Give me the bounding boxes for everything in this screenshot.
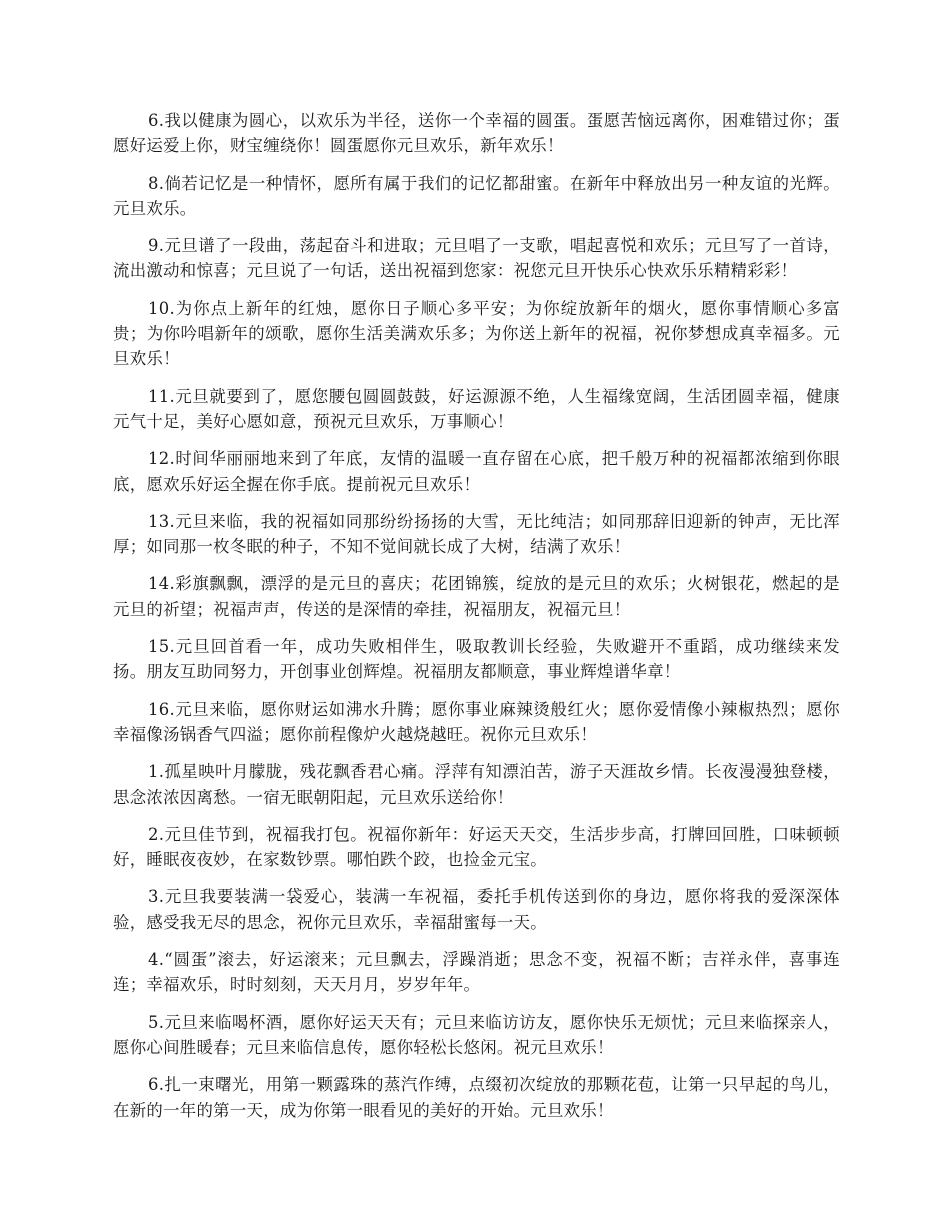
paragraph: 12.时间华丽丽地来到了年底，友情的温暖一直存留在心底，把千般万种的祝福都浓缩到你眼底，愿欢乐好运全握在你手底。提前祝元旦欢乐！ [113,449,840,494]
paragraph: 16.元旦来临，愿你财运如沸水升腾；愿你事业麻辣烫般红火；愿你爱情像小辣椒热烈；愿你幸福像汤锅香气四溢；愿你前程像炉火越烧越旺。祝你元旦欢乐！ [113,699,840,744]
paragraph: 13.元旦来临，我的祝福如同那纷纷扬扬的大雪，无比纯洁；如同那辞旧迎新的钟声，无比浑厚；如同那一枚冬眠的种子，不知不觉间就长成了大树，结满了欢乐！ [113,511,840,557]
document-body [113,108,840,1135]
paragraph: 1.孤星映叶月朦胧，残花飘香君心痛。浮萍有知漂泊苦，游子天涯故乡情。长夜漫漫独登楼，思念浓浓因离愁。一宿无眠朝阳起，元旦欢乐送给你！ [113,762,840,807]
paragraph: 14.彩旗飘飘，漂浮的是元旦的喜庆；花团锦簇，绽放的是元旦的欢乐；火树银花，燃起的是元旦的祈望；祝福声声，传送的是深情的牵挂，祝福朋友，祝福元旦！ [113,574,840,619]
paragraph: 8.倘若记忆是一种情怀，愿所有属于我们的记忆都甜蜜。在新年中释放出另一种友谊的光辉。元旦欢乐。 [113,173,840,218]
paragraph: 9.元旦谱了一段曲，荡起奋斗和进取；元旦唱了一支歌，唱起喜悦和欢乐；元旦写了一首诗，流出激动和惊喜；元旦说了一句话，送出祝福到您家：祝您元旦开快乐心快欢乐乐精精彩彩！ [113,236,840,281]
paragraph: 11.元旦就要到了，愿您腰包圆圆鼓鼓，好运源源不绝，人生福缘宽阔，生活团圆幸福，健康元气十足，美好心愿如意，预祝元旦欢乐，万事顺心！ [113,386,840,431]
paragraph: 15.元旦回首看一年，成功失败相伴生，吸取教训长经验，失败避开不重蹈，成功继续来发扬。朋友互助同努力，开创事业创辉煌。祝福朋友都顺意，事业辉煌谱华章！ [113,637,840,682]
paragraph: 2.元旦佳节到，祝福我打包。祝福你新年：好运天天交，生活步步高，打牌回回胜，口味顿顿好，睡眠夜夜妙，在家数钞票。哪怕跌个跤，也捡金元宝。 [113,824,840,870]
paragraph: 5.元旦来临喝杯酒，愿你好运天天有；元旦来临访访友，愿你快乐无烦忧；元旦来临探亲人，愿你心间胜暖春；元旦来临信息传，愿你轻松长悠闲。祝元旦欢乐！ [113,1012,840,1057]
paragraph: 6.我以健康为圆心，以欢乐为半径，送你一个幸福的圆蛋。蛋愿苦恼远离你，困难错过你；蛋愿好运爱上你，财宝缠绕你！圆蛋愿你元旦欢乐，新年欢乐！ [113,111,840,156]
paragraph: 6.扎一束曙光，用第一颗露珠的蒸汽作缚，点缀初次绽放的那颗花苞，让第一只早起的鸟儿，在新的一年的第一天，成为你第一眼看见的美好的开始。元旦欢乐！ [113,1075,840,1120]
paragraph: 3.元旦我要装满一袋爱心，装满一车祝福，委托手机传送到你的身边，愿你将我的爱深深体验，感受我无尽的思念，祝你元旦欢乐，幸福甜蜜每一天。 [113,887,840,932]
paragraph: 10.为你点上新年的红烛，愿你日子顺心多平安；为你绽放新年的烟火，愿你事情顺心多富贵；为你吟唱新年的颂歌，愿你生活美满欢乐多；为你送上新年的祝福，祝你梦想成真幸福多。元旦欢乐！ [113,298,840,369]
paragraph: 4.“圆蛋”滚去，好运滚来；元旦飘去，浮躁消逝；思念不变，祝福不断；吉祥永伴，喜事连连；幸福欢乐，时时刻刻，天天月月，岁岁年年。 [113,950,840,995]
